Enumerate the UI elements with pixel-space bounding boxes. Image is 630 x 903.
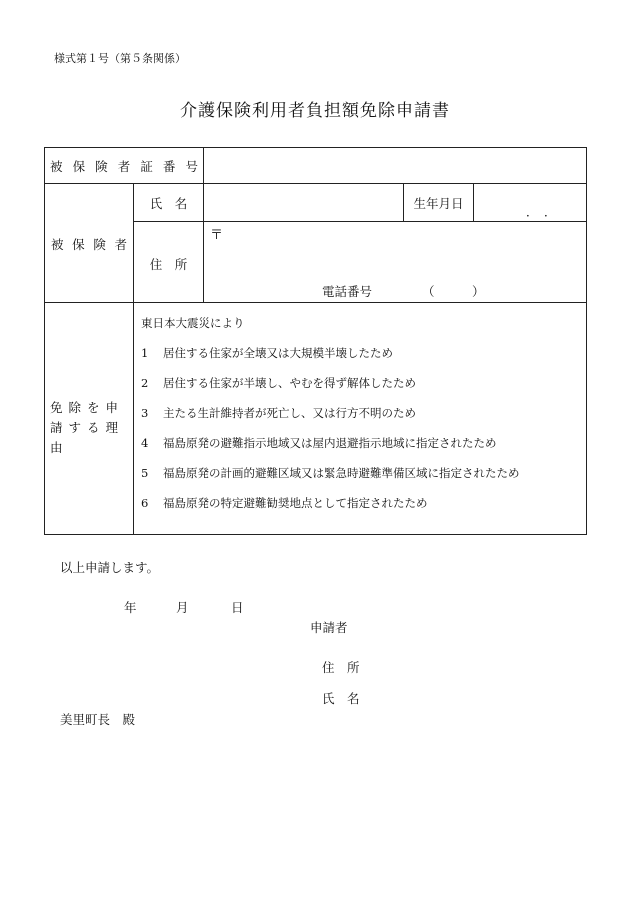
table-border-right — [586, 147, 587, 535]
date-year-label: 年 — [124, 600, 137, 615]
reason-item-3 — [141, 405, 416, 421]
reason-item-2 — [141, 375, 416, 391]
table-border-left — [44, 147, 45, 535]
table-rule — [44, 302, 587, 303]
postal-mark: 〒 — [210, 228, 224, 243]
address-label: 住 所 — [149, 257, 188, 272]
reason-label: 免除を申請する理由 — [50, 400, 125, 455]
phone-label: 電話番号 — [322, 284, 373, 299]
applicant-address-label: 住 所 — [322, 660, 360, 675]
birthdate-label: 生年月日 — [413, 196, 464, 211]
insured-number-field[interactable] — [204, 148, 586, 183]
table-rule — [133, 183, 134, 535]
reason-item-6 — [141, 495, 428, 511]
applicant-name-label: 氏 名 — [322, 691, 360, 706]
reason-number: 2 — [141, 376, 149, 390]
table-border-bottom — [44, 534, 587, 535]
reason-number: 6 — [141, 496, 149, 510]
name-label: 氏 名 — [149, 196, 188, 211]
reason-number: 3 — [141, 406, 149, 420]
reason-number: 5 — [141, 466, 149, 480]
address-field[interactable] — [204, 222, 586, 302]
reason-text: 居住する住家が半壊し、やむを得ず解体したため — [163, 376, 416, 390]
birthdate-separators: ． ． — [526, 205, 557, 219]
reason-text: 福島原発の特定避難勧奨地点として指定されたため — [163, 496, 428, 510]
insured-number-label: 被 保 険 者 証 番 号 — [50, 159, 198, 174]
reason-number: 1 — [141, 346, 149, 360]
reason-item-5 — [141, 465, 520, 481]
declaration-text: 以上申請します。 — [60, 560, 160, 575]
application-table — [44, 147, 587, 535]
name-field[interactable] — [204, 184, 403, 221]
reason-text: 福島原発の避難指示地域又は屋内退避指示地域に指定されたため — [163, 436, 497, 450]
reason-text: 福島原発の計画的避難区域又は緊急時避難準備区域に指定されたため — [163, 466, 520, 480]
addressee: 美里町長 殿 — [60, 712, 136, 727]
form-number: 様式第１号（第５条関係） — [54, 52, 186, 65]
page-title: 介護保険利用者負担額免除申請書 — [180, 101, 450, 121]
birthdate-field[interactable] — [474, 184, 586, 221]
date-month-label: 月 — [176, 600, 189, 615]
reason-item-4 — [141, 435, 497, 451]
reason-item-1 — [141, 345, 393, 361]
reason-text: 主たる生計維持者が死亡し、又は行方不明のため — [163, 406, 416, 420]
insured-label: 被 保 険 者 — [51, 237, 127, 252]
reason-intro: 東日本大震災により — [141, 316, 245, 330]
applicant-label: 申請者 — [310, 620, 348, 635]
reason-number: 4 — [141, 436, 149, 450]
reason-text: 居住する住家が全壊又は大規模半壊したため — [163, 346, 393, 360]
date-day-label: 日 — [231, 600, 244, 615]
phone-parens: （ ） — [422, 284, 485, 299]
